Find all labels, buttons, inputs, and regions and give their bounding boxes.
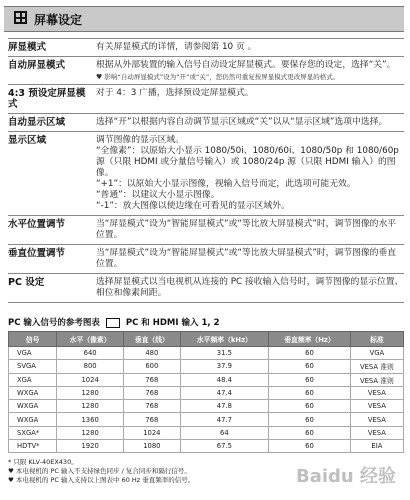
column-header: 水平频率（kHz） — [180, 332, 269, 347]
column-header: 垂直频率（Hz） — [269, 332, 351, 347]
tip-icon: ♥ — [8, 476, 16, 484]
table-row: WXGA 1360 768 47.7 60 VESA — [9, 413, 404, 426]
column-header: 水平（像素） — [57, 332, 124, 347]
setting-row — [8, 57, 404, 85]
setting-desc: 选择屏显模式以当电视机从连接的 PC 接收输入信号时，调节图像的显示位置、相位和像素间距。 — [96, 277, 404, 298]
setting-row — [8, 114, 404, 132]
setting-name: 显示区域 — [8, 135, 47, 146]
column-header: 信号 — [9, 332, 57, 347]
setting-row — [8, 132, 404, 216]
section-title: 屏幕设定 — [34, 13, 83, 27]
setting-desc: 选择“开”以根据内容自动调节显示区域或“关”以从“显示区域”选项中选择。 — [96, 117, 388, 127]
tip-icon: ♥ — [96, 73, 105, 81]
section-header — [4, 6, 404, 32]
table-row: WXGA 1280 768 47.8 60 VESA — [9, 400, 404, 413]
table-row: HDTV* 1920 1080 67.5 60 EIA — [9, 440, 404, 453]
setting-name: 水平位置调节 — [8, 219, 66, 230]
tip-icon: ♥ — [8, 467, 16, 475]
table-row: VGA 640 480 31.5 60 VGA — [9, 347, 404, 360]
reference-table — [8, 331, 404, 453]
screen-settings-icon — [14, 11, 27, 24]
reference-chart-title: PC 输入信号的参考图表 PC 和 HDMI 输入 1, 2 — [8, 318, 220, 328]
setting-name: PC 设定 — [8, 277, 45, 288]
tip-note: ♥ 影响“自动屏显模式”设为“开”或“关”，您仍然可重复按屏显模式更改屏显的格式。 — [96, 73, 340, 81]
setting-row — [8, 216, 404, 245]
table-row: WXGA 1280 768 47.4 60 VESA — [9, 386, 404, 399]
setting-name: 4:3 预设定屏显模式 — [8, 88, 86, 110]
setting-row — [8, 85, 404, 114]
setting-row — [8, 245, 404, 274]
setting-row — [8, 274, 404, 303]
pc-icon — [106, 318, 120, 328]
setting-desc: 有关屏显模式的详情，请参阅第 10 页 。 — [96, 42, 257, 52]
setting-name: 自动显示区域 — [8, 117, 66, 128]
column-header: 标准 — [350, 332, 403, 347]
setting-row — [8, 38, 404, 57]
setting-desc: 对于 4：3 广播，选择预设定屏显模式。 — [96, 88, 254, 98]
footnote: ♥ 本电视机的 PC 输入支持以上图表中 60 Hz 垂直频率的信号。 — [8, 476, 195, 484]
setting-name: 垂直位置调节 — [8, 248, 66, 259]
setting-desc: 根据从外部装置的输入信号自动设定屏显模式。要保存您的设定，选择“关”。 ♥ 影响“自动屏显模式”设为“开”或“关”，您仍然可重复按屏显模式更改屏显的格式。 — [96, 57, 404, 84]
setting-desc: 当“屏显模式”设为“智能屏显模式”或“等比放大屏显模式”时，调节图像的水平位置。 — [96, 219, 397, 240]
table-row: XGA 1024 768 48.4 60 VESA 准则 — [9, 373, 404, 386]
footnote: * 只限 KLV-40EX430。 — [8, 458, 78, 466]
table-row: SVGA 800 600 37.9 60 VESA 准则 — [9, 360, 404, 373]
column-header: 垂直（线） — [124, 332, 181, 347]
footnote: ♥ 本电视机的 PC 输入不支持绿色同步 / 复合同步和隔行信号。 — [8, 467, 191, 475]
settings-list — [8, 38, 404, 303]
setting-desc: 调节图像的显示区域。 “全像素”：以原始大小显示 1080/50i、1080/60i、1080/50p 和 1080/60p 源（只限 HDMI 或分量信号输入）或 1080/24p 源（只限 HDMI 输入）的图像。 “+1”：以原始大小显示图像，视输入信号而定，此选项可能无效。 “普通”：以建议大小显示图像。 “-1”：放大图像以使边缘在可看见的显示区域外。 — [96, 135, 399, 211]
table-header-row — [9, 332, 404, 347]
setting-name: 自动屏显模式 — [8, 60, 66, 71]
setting-name: 屏显模式 — [8, 42, 47, 53]
table-row: SXGA* 1280 1024 64 60 VESA — [9, 426, 404, 439]
watermark: Baidu 经验 — [295, 466, 396, 487]
setting-desc: 当“屏显模式”设为“智能屏显模式”或“等比放大屏显模式”时，调节图像的垂直位置。 — [96, 248, 397, 269]
